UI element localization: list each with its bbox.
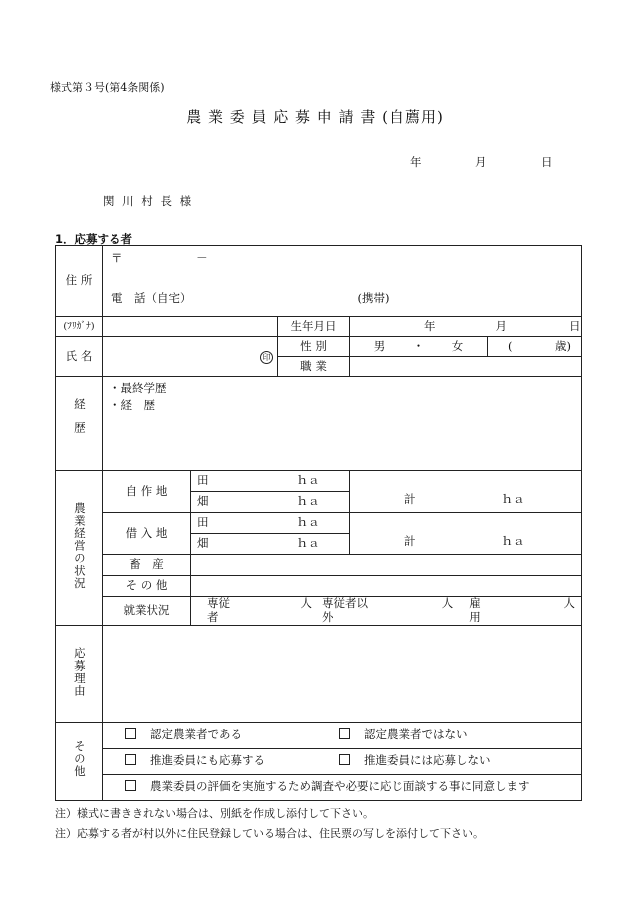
livestock-label: 畜 産 [129, 557, 164, 572]
age-field[interactable] [488, 337, 582, 357]
rented-field-field[interactable] [191, 534, 350, 555]
address-field[interactable] [103, 246, 582, 317]
own-paddy-unit: ｈａ [296, 473, 320, 488]
own-paddy-field[interactable] [191, 471, 350, 492]
rented-total-unit: ｈａ [501, 533, 525, 548]
application-form-table [55, 245, 582, 801]
rented-paddy-field[interactable] [191, 513, 350, 534]
own-total-label: 計 [404, 491, 416, 506]
own-field-label: 畑 [197, 494, 209, 509]
rented-field-unit: ｈａ [296, 536, 320, 551]
non-full-time-label: 専従者以外 [321, 596, 368, 624]
no-promo-checkbox[interactable] [339, 754, 350, 765]
age-open: ( [508, 338, 513, 353]
certified-label: 認定農業者である [150, 727, 242, 742]
not-certified-checkbox[interactable] [339, 728, 350, 739]
certified-checkbox[interactable] [125, 728, 136, 739]
date-year-label: 年 [410, 155, 422, 169]
not-certified-label: 認定農業者ではない [364, 727, 468, 742]
date-month-label: 月 [475, 155, 487, 169]
own-field-unit: ｈａ [296, 494, 320, 509]
education-label: ・最終学歴 [109, 381, 167, 395]
career-label: 経歴 [72, 398, 87, 446]
consent-checkbox[interactable] [125, 780, 136, 791]
farm-label: 農業経営の状況 [72, 502, 87, 590]
rented-land-label-cell [103, 513, 191, 555]
seal-mark-icon: 印 [260, 351, 273, 364]
gender-male[interactable]: 男 [373, 338, 386, 353]
non-full-time-unit: 人 [441, 596, 454, 610]
age-close: 歳) [555, 338, 572, 353]
no-promo-label: 推進委員には応募しない [364, 753, 491, 768]
phone-mobile-label: (携帯) [357, 291, 390, 305]
reason-field[interactable] [103, 625, 582, 722]
employed-unit: 人 [563, 596, 575, 610]
addressee: 関 川 村 長 様 [103, 194, 194, 208]
full-time-label: 専従者 [207, 596, 230, 624]
gender-label-cell [278, 337, 350, 357]
note-1: 注）様式に書ききれない場合は、別紙を作成し添付して下さい。 [55, 807, 374, 820]
farm-label-cell [56, 471, 103, 626]
own-field-field[interactable] [191, 492, 350, 513]
own-total-unit: ｈａ [501, 491, 525, 506]
gender-female[interactable]: 女 [451, 338, 464, 353]
livestock-field[interactable] [191, 555, 582, 576]
career-label-cell [56, 377, 103, 471]
other-label-cell [56, 722, 103, 800]
livestock-label-cell [103, 555, 191, 576]
own-total-field[interactable] [350, 471, 582, 513]
name-label: 氏 名 [65, 348, 93, 363]
occupation-label-cell [278, 357, 350, 377]
consent-row [103, 774, 582, 800]
career-field[interactable] [103, 377, 582, 471]
postal-dash: － [196, 251, 208, 265]
own-land-label: 自 作 地 [125, 483, 168, 498]
rented-paddy-label: 田 [197, 515, 209, 530]
reason-label-cell [56, 625, 103, 722]
rented-field-label: 畑 [197, 536, 209, 551]
birth-month-label: 月 [495, 318, 507, 333]
birth-date-field[interactable] [350, 317, 582, 337]
full-time-unit: 人 [300, 596, 312, 610]
birth-label-cell [278, 317, 350, 337]
own-paddy-label: 田 [197, 473, 209, 488]
consent-label: 農業委員の評価を実施するため調査や必要に応じ面談する事に同意します [150, 779, 530, 794]
note-2: 注）応募する者が村以外に住民登録している場合は、住民票の写しを添付して下さい。 [55, 827, 484, 840]
birth-year-label: 年 [424, 318, 436, 333]
gender-label: 性 別 [300, 338, 327, 353]
other-label: その他 [72, 740, 87, 778]
rented-total-field[interactable] [350, 513, 582, 555]
form-number: 様式第３号(第4条関係) [50, 81, 165, 94]
date-day-label: 日 [541, 155, 553, 169]
furigana-label-cell [56, 317, 103, 337]
gender-field[interactable] [350, 337, 488, 357]
address-label-cell [56, 246, 103, 317]
section-heading: 1．応募する者 [55, 232, 133, 246]
name-label-cell [56, 337, 103, 377]
other-farm-label: そ の 他 [125, 578, 168, 593]
history-label: ・経 歴 [109, 397, 155, 412]
furigana-label: (ﾌﾘｶﾞﾅ) [63, 320, 95, 332]
employment-field[interactable] [191, 597, 582, 626]
apply-promo-checkbox[interactable] [125, 754, 136, 765]
name-field[interactable] [103, 337, 278, 377]
address-label: 住 所 [65, 273, 93, 288]
birth-day-label: 日 [569, 318, 581, 333]
employment-label-cell [103, 597, 191, 626]
birth-label: 生年月日 [290, 318, 337, 333]
reason-label: 応募理由 [72, 646, 87, 697]
certified-row [103, 722, 582, 748]
rented-paddy-unit: ｈａ [296, 515, 320, 530]
promo-row [103, 748, 582, 774]
occupation-label: 職 業 [300, 358, 327, 373]
postal-mark: 〒 [111, 251, 123, 265]
apply-promo-label: 推進委員にも応募する [150, 753, 265, 768]
rented-land-label: 借 入 地 [125, 525, 168, 540]
rented-total-label: 計 [404, 533, 416, 548]
gender-dot: ・ [412, 338, 425, 353]
own-land-label-cell [103, 471, 191, 513]
occupation-field[interactable] [350, 357, 582, 377]
employed-label: 雇用 [469, 596, 481, 624]
phone-home-label: 電 話（自宅） [111, 291, 192, 305]
other-farm-field[interactable] [191, 576, 582, 597]
employment-label: 就業状況 [123, 602, 170, 617]
furigana-field[interactable] [103, 317, 278, 337]
page-title: 農 業 委 員 応 募 申 請 書 (自薦用) [186, 108, 444, 126]
other-farm-label-cell [103, 576, 191, 597]
